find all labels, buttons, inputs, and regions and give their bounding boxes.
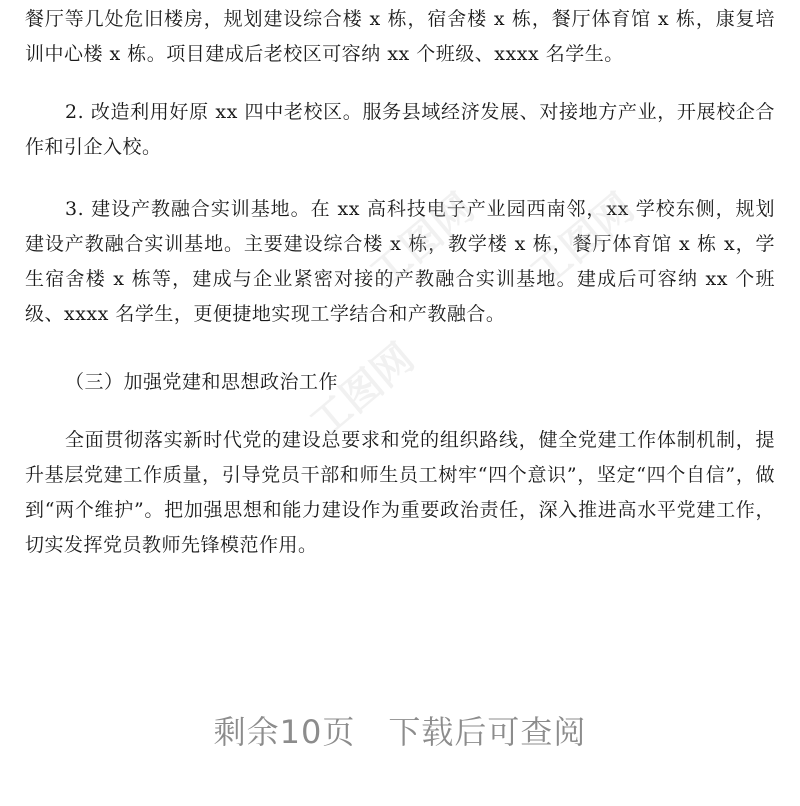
watermark: 工图网: [301, 334, 423, 448]
watermark: 工图网: [361, 184, 483, 298]
paragraph-2: 2. 改造利用好原 xx 四中老校区。服务县域经济发展、对接地方产业，开展校企合作和引企入校。: [25, 101, 775, 158]
watermark: 工图网: [521, 184, 643, 298]
download-prompt-label: 剩余10页 下载后可查阅: [213, 713, 587, 751]
paragraph-1: 餐厅等几处危旧楼房，规划建设综合楼 x 栋，宿舍楼 x 栋，餐厅体育馆 x 栋，康复培训中心楼 x 栋。项目建成后老校区可容纳 xx 个班级、xxxx 名学生。: [25, 8, 775, 65]
paragraph-4: 全面贯彻落实新时代党的建设总要求和党的组织路线，健全党建工作体制机制，提升基层党建工作质量，引导党员干部和师生员工树牢“四个意识”，坚定“四个自信”，做到“两个维护”。把加强思想和能力建设作为重要政治责任，深入推进高水平党建工作，切实发挥党员教师先锋模范作用。: [25, 429, 775, 556]
download-prompt[interactable]: [0, 700, 800, 760]
section-heading: （三）加强党建和思想政治工作: [65, 371, 339, 393]
paragraph-3: 3. 建设产教融合实训基地。在 xx 高科技电子产业园西南邻，xx 学校东侧，规划建设产教融合实训基地。主要建设综合楼 x 栋，教学楼 x 栋，餐厅体育馆 x 栋 x，学生宿舍楼 x 栋等，建成与企业紧密对接的产教融合实训基地。建成后可容纳 xx 个班级、xxxx 名学生，更便捷地实现工学结合和产教融合。: [25, 198, 775, 325]
